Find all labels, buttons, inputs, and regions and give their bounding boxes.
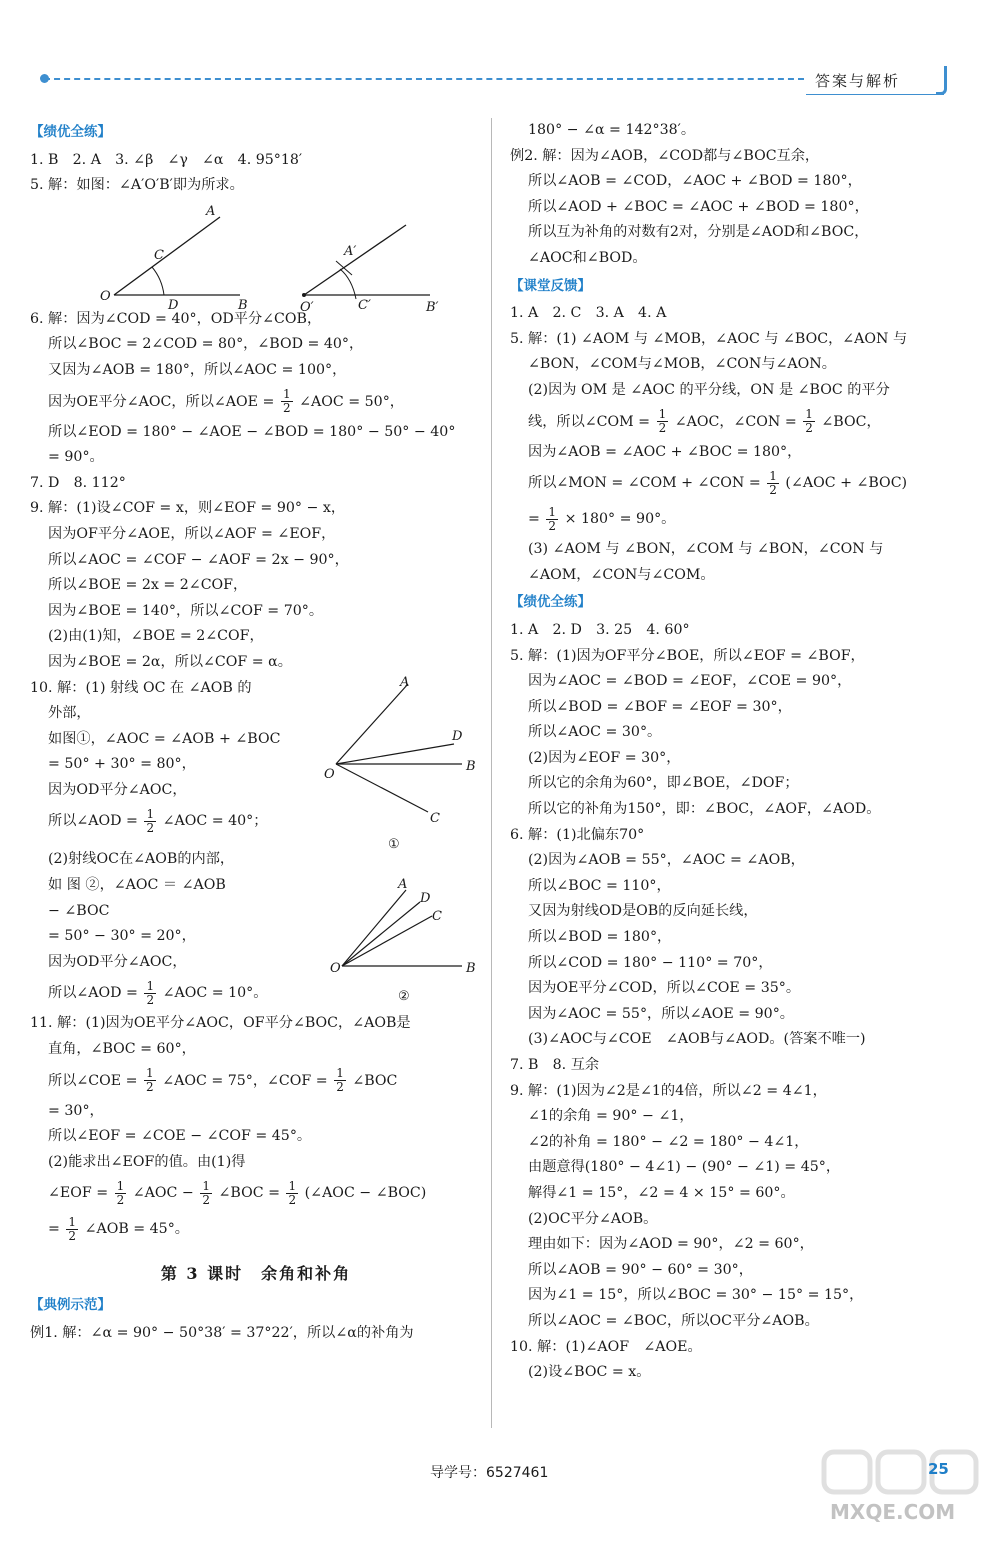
solution-line <box>510 465 948 501</box>
solution-line: 因为OF平分∠AOE，所以∠AOF = ∠EOF， <box>48 525 336 542</box>
solution-line: = 50° + 30° = 80°， <box>48 756 196 773</box>
solution-line: 所以∠BOD = 180°， <box>528 929 672 946</box>
guide-number: 导学号：6527461 <box>430 1465 549 1481</box>
fraction-numerator: 1 <box>146 978 155 993</box>
answer-line: 5. 解：如图：∠A′O′B′即为所求。 <box>30 177 244 194</box>
text-part: ∠AOC − <box>132 1185 194 1202</box>
solution-line: 又因为射线OD是OB的反向延长线， <box>528 903 758 920</box>
solution-line: 因为OE平分∠COD，所以∠COE = 35°。 <box>528 980 801 997</box>
fraction-half <box>803 408 815 435</box>
fig1-label-B: B <box>466 758 476 774</box>
fraction-denominator: 2 <box>146 992 155 1007</box>
solution-line <box>510 501 948 537</box>
fig2-label-B: B <box>466 960 476 976</box>
solution-line: (2)因为∠EOF = 30°， <box>528 749 681 766</box>
text-part: 所以∠MON = ∠COM + ∠CON = <box>528 475 761 492</box>
label-B: B <box>238 297 248 313</box>
text-part: × 180° = 90°。 <box>564 511 676 528</box>
solution-line: 所以∠BOD = ∠BOF = ∠EOF = 30°， <box>528 698 792 715</box>
fraction-numerator: 1 <box>769 468 777 483</box>
solution-line: 10. 解：(1)∠AOF ∠AOE。 <box>510 1338 702 1355</box>
fig2-label-A: A <box>398 876 408 892</box>
fraction-half <box>144 980 156 1007</box>
text-part: ∠AOC，∠CON = <box>674 413 797 430</box>
solution-line: 由题意得(180° − 4∠1) − (90° − ∠1) = 45°， <box>528 1159 841 1176</box>
solution-line: 9. 解：(1)因为∠2是∠1的4倍，所以∠2 = 4∠1， <box>510 1082 827 1099</box>
solution-line: = 30°， <box>48 1102 104 1119</box>
fig2-caption: ② <box>398 988 410 1004</box>
column-divider <box>491 118 492 1428</box>
page-number: 25 <box>928 1460 949 1478</box>
fraction-numerator: 1 <box>116 1178 125 1193</box>
fig2-label-O: O <box>330 960 341 976</box>
solution-line: (2)射线OC在∠AOB的内部， <box>48 851 235 868</box>
text-part: ∠AOC = 50°， <box>299 393 404 410</box>
label-O: O <box>100 288 111 304</box>
header-underline <box>806 94 944 95</box>
solution-line: 所以它的补角为150°，即：∠BOC，∠AOF，∠AOD。 <box>528 801 881 818</box>
solution-line: 所以∠BOC = 110°， <box>528 877 671 894</box>
solution-line: 解得∠1 = 15°，∠2 = 4 × 15° = 60°。 <box>528 1184 795 1201</box>
q10-diagrams <box>312 676 482 1026</box>
fraction-denominator: 2 <box>548 518 557 533</box>
section-tag: 【绩优全练】 <box>30 124 111 140</box>
solution-line: 因为∠AOC = 55°，所以∠AOE = 90°。 <box>528 1005 794 1022</box>
solution-line: 因为∠1 = 15°，所以∠BOC = 30° − 15° = 15°， <box>528 1287 864 1304</box>
fraction-numerator: 1 <box>68 1214 77 1229</box>
fraction-half <box>286 1180 298 1207</box>
solution-line: ∠AOM，∠CON与∠COM。 <box>528 566 715 583</box>
fraction-half <box>115 1180 127 1207</box>
fraction-numerator: 1 <box>658 407 667 422</box>
fig1-label-O: O <box>324 766 335 782</box>
answer-line: 1. B 2. A 3. ∠β ∠γ ∠α 4. 95°18′ <box>30 151 303 168</box>
text-part: ∠AOC = 40°； <box>162 813 268 830</box>
fig2-label-D: D <box>420 890 431 906</box>
fraction-half <box>66 1216 78 1243</box>
solution-line: 如 图 ②，∠AOC ＝ ∠AOB <box>48 877 226 894</box>
right-column <box>510 118 948 1386</box>
header-dotted-rule <box>44 78 804 80</box>
text-part: ∠BOC， <box>821 413 881 430</box>
solution-line: (2)因为 OM 是 ∠AOC 的平分线，ON 是 ∠BOC 的平分 <box>528 381 890 398</box>
solution-line: (2)由(1)知，∠BOE = 2∠COF， <box>48 628 264 645</box>
solution-line: 6. 解：(1)北偏东70° <box>510 826 645 843</box>
solution-line <box>30 1063 482 1099</box>
label-C-prime: C′ <box>358 297 371 313</box>
fraction-denominator: 2 <box>116 1192 125 1207</box>
solution-line: 例2. 解：因为∠AOB，∠COD都与∠BOC互余， <box>510 147 820 164</box>
section-tag: 【典例示范】 <box>30 1297 111 1313</box>
solution-line: 9. 解：(1)设∠COF = x，则∠EOF = 90° − x， <box>30 500 346 517</box>
label-D: D <box>168 297 179 313</box>
fraction-denominator: 2 <box>805 421 813 436</box>
solution-line: 所以∠AOD + ∠BOC = ∠AOC + ∠BOD = 180°， <box>528 198 869 215</box>
solution-line: 6. 解：因为∠COD = 40°，OD平分∠COB， <box>30 310 322 327</box>
solution-line: 因为∠AOB = ∠AOC + ∠BOC = 180°， <box>528 443 802 460</box>
answer-line: 7. B 8. 互余 <box>510 1057 600 1073</box>
fraction-denominator: 2 <box>146 820 155 835</box>
fraction-numerator: 1 <box>282 387 291 402</box>
fraction-denominator: 2 <box>68 1228 77 1243</box>
text-part: ∠BOC <box>352 1072 398 1089</box>
solution-line: 所以∠BOE = 2x = 2∠COF， <box>48 577 248 594</box>
solution-line: 所以∠AOB = ∠COD，∠AOC + ∠BOD = 180°， <box>528 173 862 190</box>
fraction-half <box>767 470 779 497</box>
solution-line: (3) ∠AOM 与 ∠BON，∠COM 与 ∠BON，∠CON 与 <box>528 541 884 558</box>
solution-line: 所以互为补角的对数有2对，分别是∠AOD和∠BOC， <box>528 224 869 241</box>
answer-line: 7. D 8. 112° <box>30 474 126 491</box>
fraction-half <box>334 1067 346 1094</box>
section-heading: 第 3 课时 余角和补角 <box>160 1264 352 1284</box>
label-C: C <box>154 247 164 263</box>
fraction-denominator: 2 <box>769 482 777 497</box>
fraction-denominator: 2 <box>282 401 291 416</box>
solution-line: 因为∠AOC = ∠BOD = ∠EOF，∠COE = 90°， <box>528 673 852 690</box>
fraction-numerator: 1 <box>548 504 557 519</box>
text-part: (∠AOC − ∠BOC) <box>304 1185 427 1202</box>
answer-line: 1. A 2. D 3. 25 4. 60° <box>510 621 690 638</box>
fraction-denominator: 2 <box>658 421 667 436</box>
text-part: ∠AOC = 75°，∠COF = <box>162 1072 328 1089</box>
fig1-caption: ① <box>388 836 400 852</box>
solution-line: 直角，∠BOC = 60°， <box>48 1041 196 1058</box>
section-tag: 【课堂反馈】 <box>510 277 591 294</box>
solution-line: 所以∠COD = 180° − 110° = 70°， <box>528 954 773 971</box>
solution-line: 所以∠AOB = 90° − 60° = 30°， <box>528 1261 753 1278</box>
left-column <box>30 118 482 1346</box>
solution-line <box>30 1175 482 1211</box>
solution-line: 因为∠BOE = 2α，所以∠COF = α。 <box>48 653 292 670</box>
text-part: ∠AOC = 10°。 <box>162 985 268 1002</box>
text-part: (∠AOC + ∠BOC) <box>785 475 908 492</box>
solution-line: ∠2的补角 = 180° − ∠2 = 180° − 4∠1， <box>528 1133 809 1150</box>
solution-line: = 50° − 30° = 20°， <box>48 928 196 945</box>
fraction-numerator: 1 <box>146 806 155 821</box>
solution-line: 所以∠AOC = ∠COF − ∠AOF = 2x − 90°， <box>48 551 349 568</box>
text-part: 因为OE平分∠AOC，所以∠AOE = <box>48 393 275 410</box>
label-O-prime: O′ <box>300 299 314 315</box>
label-A-prime: A′ <box>344 243 357 259</box>
fraction-numerator: 1 <box>288 1178 297 1193</box>
text-part: ∠BOC = <box>218 1185 280 1202</box>
fraction-numerator: 1 <box>336 1066 344 1081</box>
solution-line: 外部， <box>48 705 91 722</box>
fraction-denominator: 2 <box>288 1192 297 1207</box>
solution-line: ∠BON，∠COM与∠MOB，∠CON与∠AON。 <box>528 356 836 373</box>
solution-line: 所以∠AOC = ∠BOC，所以OC平分∠AOB。 <box>528 1312 819 1329</box>
solution-line: 如图①，∠AOC = ∠AOB + ∠BOC <box>48 730 281 747</box>
solution-line: 理由如下：因为∠AOD = 90°，∠2 = 60°， <box>528 1236 814 1253</box>
fraction-half <box>144 1067 156 1094</box>
fraction-half <box>144 808 156 835</box>
text-part: 所以∠AOD = <box>48 985 138 1002</box>
solution-line: 所以∠EOF = ∠COE − ∠COF = 45°。 <box>48 1128 312 1145</box>
fig1-label-A: A <box>400 674 410 690</box>
solution-line: (2)因为∠AOB = 55°，∠AOC = ∠AOB， <box>528 852 805 869</box>
header-bracket <box>936 66 947 95</box>
solution-line <box>510 404 948 440</box>
solution-line: (3)∠AOC与∠COE ∠AOB与∠AOD。(答案不唯一) <box>528 1031 866 1048</box>
solution-line: 因为OD平分∠AOC， <box>48 781 187 798</box>
solution-line: 所以它的余角为60°，即∠BOE，∠DOF； <box>528 775 799 792</box>
fraction-numerator: 1 <box>805 407 813 422</box>
angle-construction-diagram <box>30 199 482 315</box>
answer-line: 1. A 2. C 3. A 4. A <box>510 305 667 322</box>
section-tag: 【绩优全练】 <box>510 594 591 611</box>
label-B-prime: B′ <box>426 299 439 315</box>
solution-line: (2)能求出∠EOF的值。由(1)得 <box>48 1153 246 1170</box>
text-part: 线，所以∠COM = <box>528 413 651 430</box>
header-title: 答案与解析 <box>815 72 901 90</box>
solution-line: ∠AOC和∠BOD。 <box>528 249 647 266</box>
fraction-numerator: 1 <box>202 1178 210 1193</box>
solution-line: 所以∠AOC = 30°。 <box>528 724 662 741</box>
fig1-label-D: D <box>452 728 463 744</box>
fraction-half <box>200 1180 212 1207</box>
solution-line: 180° − ∠α = 142°38′。 <box>528 122 696 138</box>
figure-q5 <box>30 199 482 315</box>
fig1-label-C: C <box>430 810 440 826</box>
solution-line: 因为∠BOE = 140°，所以∠COF = 70°。 <box>48 602 324 619</box>
text-part: ∠AOB = 45°。 <box>84 1221 189 1238</box>
label-A: A <box>206 203 216 219</box>
solution-line: 例1. 解：∠α = 90° − 50°38′ = 37°22′，所以∠α的补角为 <box>30 1324 414 1341</box>
solution-line: 所以∠EOD = 180° − ∠AOE − ∠BOD = 180° − 50° − 40° <box>48 423 456 440</box>
solution-line: 11. 解：(1)因为OE平分∠AOC，OF平分∠BOC，∠AOB是 <box>30 1015 411 1032</box>
solution-line <box>30 384 482 420</box>
fraction-numerator: 1 <box>146 1066 154 1081</box>
fraction-half <box>657 408 669 435</box>
solution-line: 10. 解：(1) 射线 OC 在 ∠AOB 的 <box>30 679 252 696</box>
solution-line: ∠1的余角 = 90° − ∠1， <box>528 1108 694 1125</box>
fig2-label-C: C <box>432 908 442 924</box>
text-part: 所以∠AOD = <box>48 813 138 830</box>
solution-line: (2)OC平分∠AOB。 <box>528 1210 658 1227</box>
fraction-half <box>546 506 558 533</box>
solution-line: − ∠BOC <box>48 902 110 919</box>
watermark-text: MXQE.COM <box>830 1500 956 1524</box>
solution-line: 5. 解：(1)因为OF平分∠BOE，所以∠EOF = ∠BOF， <box>510 647 865 664</box>
fraction-half <box>281 388 293 415</box>
solution-line: 5. 解：(1) ∠AOM 与 ∠MOB，∠AOC 与 ∠BOC，∠AON 与 <box>510 330 908 347</box>
fraction-denominator: 2 <box>146 1080 154 1095</box>
solution-line: 又因为∠AOB = 180°，所以∠AOC = 100°， <box>48 361 347 378</box>
solution-line: 所以∠BOC = 2∠COD = 80°，∠BOD = 40°， <box>48 336 364 353</box>
fraction-denominator: 2 <box>336 1080 344 1095</box>
solution-line: (2)设∠BOC = x。 <box>528 1364 651 1381</box>
solution-line <box>30 1211 482 1247</box>
solution-line: 因为OD平分∠AOC， <box>48 953 187 970</box>
text-part: = <box>528 511 540 528</box>
text-part: = <box>48 1221 60 1238</box>
solution-line: = 90°。 <box>48 449 104 466</box>
fraction-denominator: 2 <box>202 1192 210 1207</box>
text-part: 所以∠COE = <box>48 1072 138 1089</box>
q10-block <box>30 676 482 1012</box>
text-part: ∠EOF = <box>48 1185 109 1202</box>
